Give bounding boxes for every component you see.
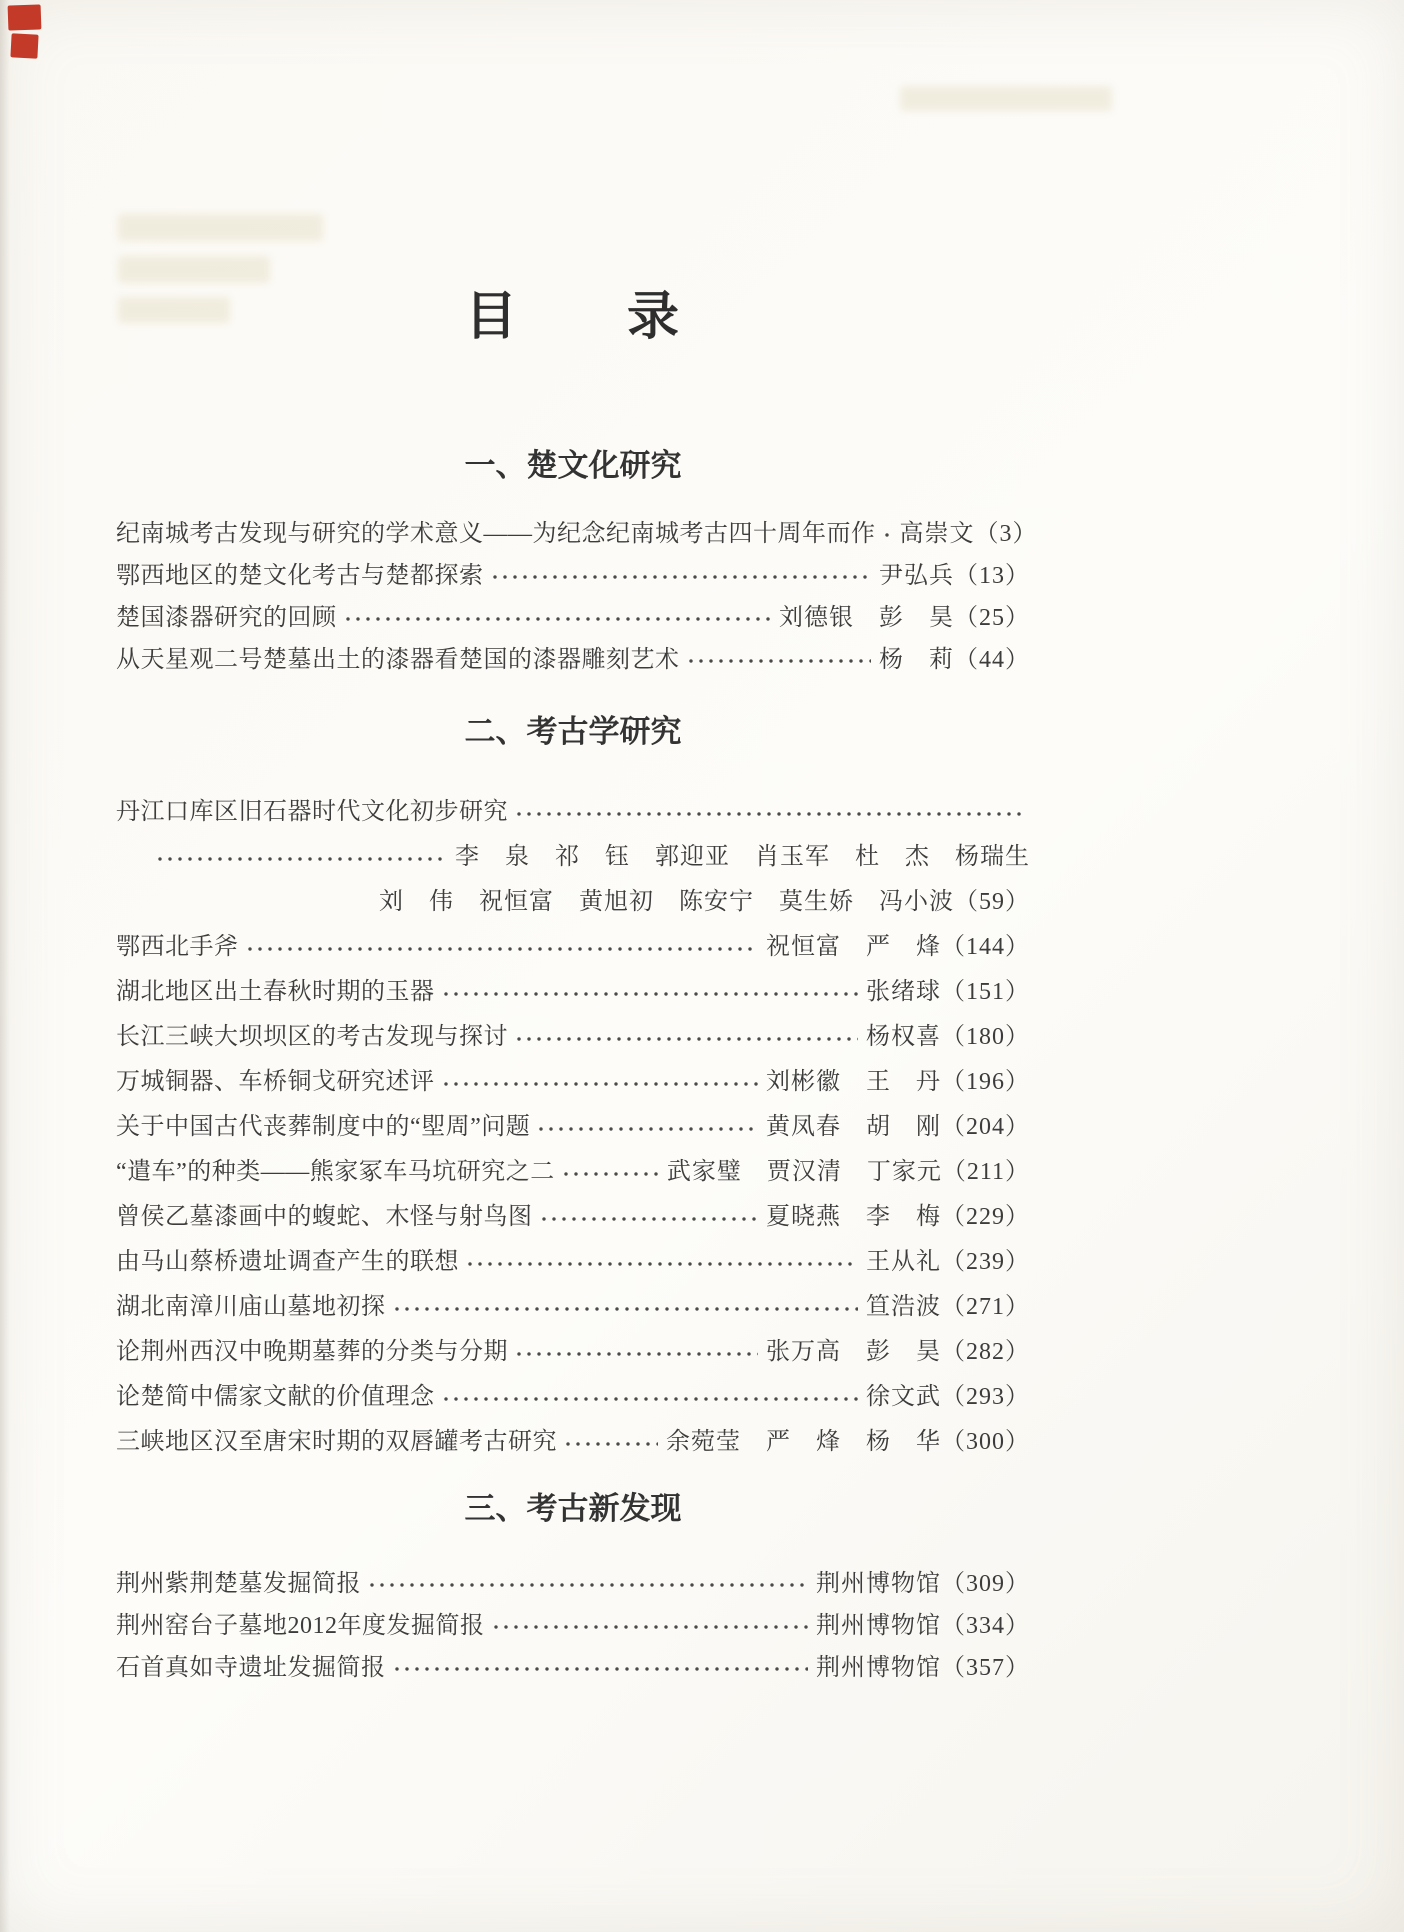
dot-leader [392,1647,809,1689]
entry-page-number: （357） [941,1655,1030,1681]
entry-title: 关于中国古代丧葬制度中的“堲周”问题 [116,1114,531,1140]
toc-entry [116,1563,1030,1605]
dot-leader [490,555,872,597]
entry-page-number: （180） [941,1024,1030,1050]
entry-authors: 武家璧 贾汉清 丁家元 [666,1159,942,1185]
toc-entry [116,1420,1030,1465]
entry-page-number: （3） [974,521,1038,547]
dot-leader [465,1240,858,1285]
section-heading-chu-culture: 一、楚文化研究 [464,448,682,483]
entry-page-number: （282） [941,1339,1030,1365]
dot-leader [882,513,892,555]
entry-authors: 荆州博物馆 [816,1613,941,1639]
dot-leader [563,1420,658,1465]
toc-entry [116,1375,1030,1420]
toc-entry [116,790,1030,835]
dot-leader [491,1605,809,1647]
entry-authors: 刘 伟 祝恒富 黄旭初 陈安宁 莫生娇 冯小波 [379,889,954,915]
entry-title: 纪南城考古发现与研究的学术意义——为纪念纪南城考古四十周年而作 [116,521,876,547]
dot-leader [155,835,447,880]
dot-leader [536,1105,758,1150]
toc-entry [116,1105,1030,1150]
red-bookmark-mark [8,4,42,30]
dot-leader [343,597,772,639]
dot-leader [686,639,872,681]
entry-title: 万城铜器、车桥铜戈研究述评 [116,1069,435,1095]
dot-leader [514,1015,858,1060]
entry-authors: 荆州博物馆 [816,1655,941,1681]
entry-page-number: （44） [954,647,1030,673]
entry-title: 鄂西北手斧 [116,934,239,960]
entry-page-number: （13） [954,563,1030,589]
dot-leader [561,1150,659,1195]
entry-title: 三峡地区汉至唐宋时期的双唇罐考古研究 [116,1429,557,1455]
entry-title: 楚国漆器研究的回顾 [116,605,337,631]
entry-title: 荆州窑台子墓地2012年度发掘简报 [116,1613,485,1639]
entry-authors: 尹弘兵 [879,563,954,589]
toc-entry [116,1015,1030,1060]
entry-authors: 高崇文 [899,521,975,547]
entry-authors: 荆州博物馆 [816,1571,941,1597]
entry-authors: 杨 莉 [879,647,954,673]
entry-title: “遣车”的种类——熊家冢车马坑研究之二 [116,1159,555,1185]
entry-page-number: （239） [941,1249,1030,1275]
entry-title: 曾侯乙墓漆画中的蝮蛇、木怪与射鸟图 [116,1204,533,1230]
entry-title: 论楚简中儒家文献的价值理念 [116,1384,435,1410]
dot-leader [392,1285,859,1330]
entry-title: 丹江口库区旧石器时代文化初步研究 [116,799,508,825]
entry-authors: 张绪球 [866,979,941,1005]
entry-authors: 刘彬徽 王 丹 [766,1069,941,1095]
dot-leader [514,790,1022,835]
toc-entry [116,597,1030,639]
toc-entry [116,639,1030,681]
entry-title: 石首真如寺遗址发掘简报 [116,1655,386,1681]
dot-leader [245,925,759,970]
entry-page-number: （59） [954,889,1030,915]
entry-authors: 刘德银 彭 昊 [779,605,954,631]
section-entries [116,1563,1030,1689]
entry-page-number: （151） [941,979,1030,1005]
entry-authors: 笪浩波 [866,1294,941,1320]
entry-authors: 杨权喜 [866,1024,941,1050]
entry-title: 论荆州西汉中晚期墓葬的分类与分期 [116,1339,508,1365]
entry-page-number: （229） [941,1204,1030,1230]
entry-page-number: （309） [941,1571,1030,1597]
entry-title: 长江三峡大坝坝区的考古发现与探讨 [116,1024,508,1050]
toc-entry-authors-line [116,835,1030,880]
entry-authors: 张万高 彭 昊 [766,1339,941,1365]
entry-page-number: （300） [941,1429,1030,1455]
toc-entry [116,970,1030,1015]
section-heading-new-discoveries: 三、考古新发现 [464,1491,682,1526]
toc-entry [116,1605,1030,1647]
toc-entry-authors-line [116,880,1030,925]
entry-title: 鄂西地区的楚文化考古与楚都探索 [116,563,484,589]
entry-title: 从天星观二号楚墓出土的漆器看楚国的漆器雕刻艺术 [116,647,680,673]
toc-entry [116,513,1038,555]
entry-page-number: （144） [941,934,1030,960]
entry-title: 湖北地区出土春秋时期的玉器 [116,979,435,1005]
red-bookmark-mark [10,33,38,58]
toc-entry [116,925,1030,970]
entry-authors: 余菀莹 严 烽 杨 华 [666,1429,941,1455]
page-title: 目 录 [464,289,681,346]
entry-authors: 王从礼 [866,1249,941,1275]
entry-authors: 李 泉 祁 钰 郭迎亚 肖玉军 杜 杰 杨瑞生 [455,844,1030,870]
dot-leader [539,1195,759,1240]
scan-left-edge-shadow [0,0,10,1932]
dot-leader [441,1060,759,1105]
dot-leader [441,1375,859,1420]
entry-page-number: （293） [941,1384,1030,1410]
toc-entry [116,1285,1030,1330]
toc-entry [116,1240,1030,1285]
toc-entry [116,1330,1030,1375]
entry-title: 荆州紫荆楚墓发掘简报 [116,1571,361,1597]
toc-entry [116,1060,1030,1105]
entry-page-number: （25） [954,605,1030,631]
toc-entry [116,555,1030,597]
section-entries [116,790,1030,1465]
dot-leader [514,1330,758,1375]
dot-leader [441,970,859,1015]
entry-title: 由马山蔡桥遗址调查产生的联想 [116,1249,459,1275]
entry-authors: 祝恒富 严 烽 [766,934,941,960]
entry-page-number: （271） [941,1294,1030,1320]
entry-page-number: （204） [941,1114,1030,1140]
toc-entry [116,1150,1030,1195]
entry-authors: 徐文武 [866,1384,941,1410]
entry-page-number: （196） [941,1069,1030,1095]
toc-entry [116,1195,1030,1240]
dot-leader [367,1563,808,1605]
toc-entry [116,1647,1030,1689]
entry-authors: 黄凤春 胡 刚 [766,1114,941,1140]
section-entries [116,513,1038,681]
toc-page [116,0,1038,1689]
section-heading-archaeology-research: 二、考古学研究 [464,714,682,749]
entry-authors: 夏晓燕 李 梅 [766,1204,941,1230]
entry-page-number: （211） [941,1159,1030,1185]
entry-page-number: （334） [941,1613,1030,1639]
entry-title: 湖北南漳川庙山墓地初探 [116,1294,386,1320]
